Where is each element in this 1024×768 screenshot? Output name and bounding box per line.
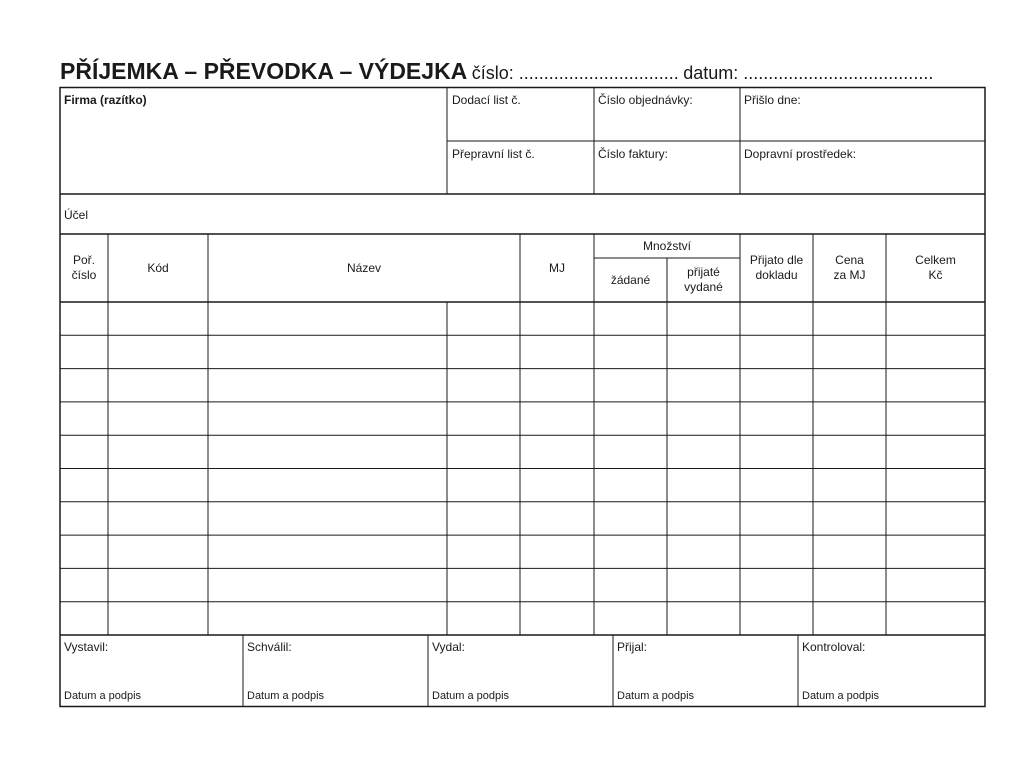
invoice-number-label: Číslo faktury: [598,147,669,161]
col-header-per-doc-line1: Přijato dle [749,253,804,267]
col-header-received-line2: vydané [684,280,723,294]
checked-by-label: Kontroloval: [802,640,866,654]
col-header-price-line1: Cena [835,253,864,267]
col-header-per-doc [740,253,813,283]
received-by-label: Přijal: [617,640,648,654]
order-number-label: Číslo objednávky: [598,93,693,107]
date-sign-label: Datum a podpis [64,690,142,702]
col-header-total [886,253,985,283]
col-header-received [667,265,740,295]
transfer-note-label: Přepravní list č. [452,147,535,161]
company-label: Firma (razítko) [64,93,147,107]
date-sign-label: Datum a podpis [247,690,325,702]
date-label: datum: ...................................... [683,63,934,83]
number-label: číslo: ................................ [471,63,679,83]
col-header-row-no-line2: číslo [71,268,97,282]
purpose-label: Účel [64,208,89,222]
date-sign-label: Datum a podpis [432,690,510,702]
col-header-quantity: Množství [642,239,691,253]
form-title-main: PŘÍJEMKA – PŘEVODKA – VÝDEJKA [60,58,468,84]
col-header-row-no-line1: Poř. [72,253,95,267]
col-header-unit: MJ [549,261,565,275]
date-sign-label: Datum a podpis [802,690,880,702]
date-sign-label: Datum a podpis [617,690,695,702]
delivery-note-label: Dodací list č. [452,93,521,107]
arrived-label: Přišlo dne: [744,93,801,107]
col-header-price-line2: za MJ [833,268,866,282]
col-header-requested: žádané [610,273,651,287]
col-header-received-line1: přijaté [687,265,720,279]
form-frame [60,88,985,707]
col-header-name: Název [346,261,381,275]
col-header-total-line2: Kč [928,268,943,282]
transport-label: Dopravní prostředek: [744,147,857,161]
col-header-price [813,253,886,283]
col-header-per-doc-line2: dokladu [755,268,798,282]
col-header-code: Kód [147,261,169,275]
col-header-row-no [60,253,108,283]
issued-by-label: Vystavil: [64,640,109,654]
approved-by-label: Schválil: [247,640,292,654]
col-header-total-line1: Celkem [915,253,956,267]
handed-out-by-label: Vydal: [432,640,465,654]
